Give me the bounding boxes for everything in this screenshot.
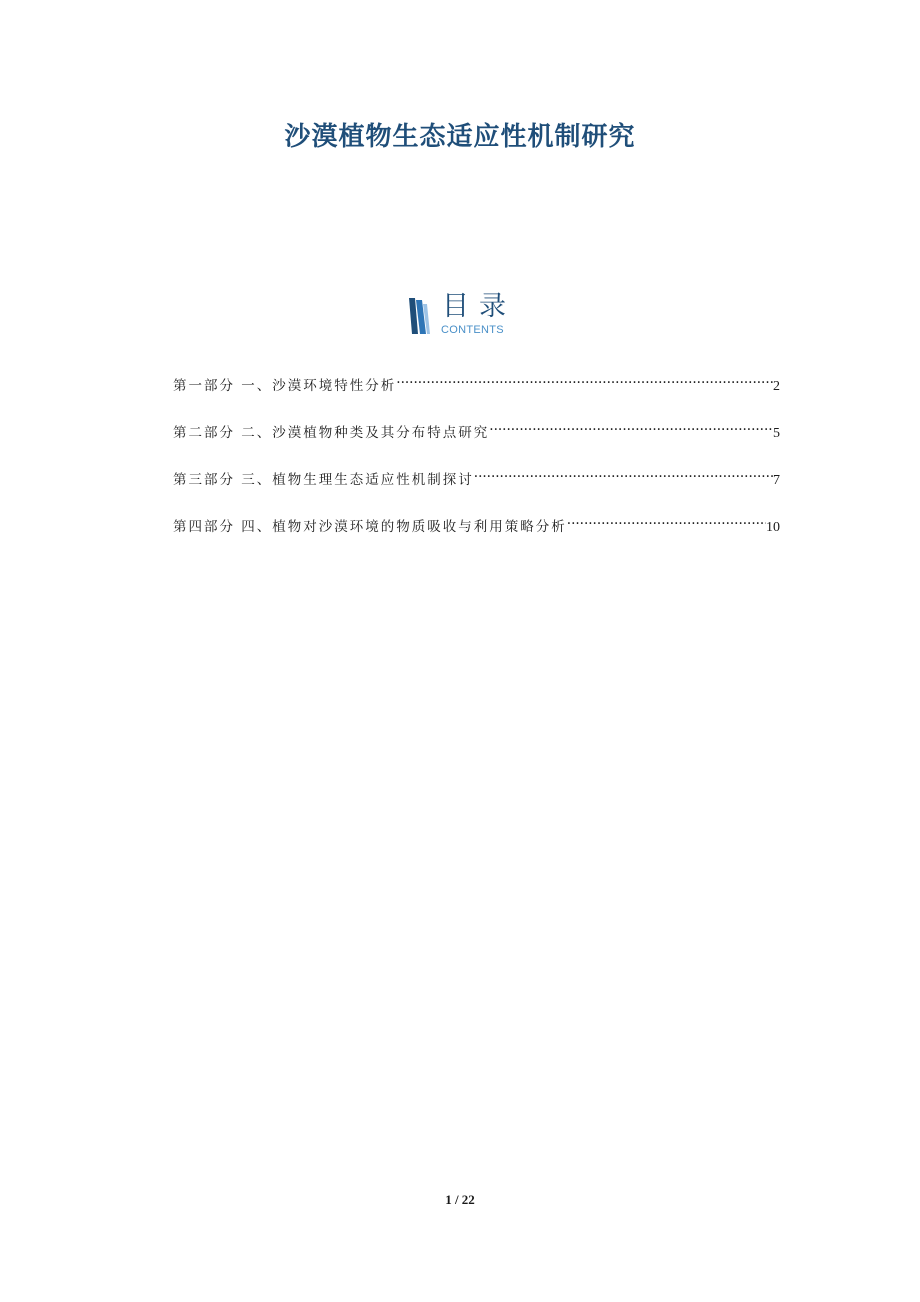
toc-header: [406, 292, 536, 342]
toc-entry-title: 第二部分 二、沙漠植物种类及其分布特点研究: [173, 425, 490, 441]
document-title: 沙漠植物生态适应性机制研究: [284, 122, 636, 152]
book-stripes-icon: [406, 296, 432, 336]
toc-leader-dots: [489, 415, 773, 437]
toc-entry[interactable]: [173, 509, 780, 535]
toc-entry-page: 7: [773, 473, 780, 488]
toc-entry-page: 5: [773, 426, 780, 441]
toc-entry-page: 10: [766, 520, 780, 535]
toc-leader-dots: [474, 462, 773, 484]
toc-leader-dots: [396, 368, 773, 390]
toc-entry-title: 第一部分 一、沙漠环境特性分析: [173, 378, 397, 394]
toc-list: [173, 368, 780, 556]
page-number: 1 / 22: [445, 1192, 475, 1207]
toc-entry[interactable]: [173, 368, 780, 394]
toc-entry[interactable]: [173, 462, 780, 488]
toc-subheading: CONTENTS: [441, 324, 504, 336]
toc-entry-title: 第三部分 三、植物生理生态适应性机制探讨: [173, 472, 474, 488]
toc-entry[interactable]: [173, 415, 780, 441]
toc-entry-title: 第四部分 四、植物对沙漠环境的物质吸收与利用策略分析: [173, 519, 567, 535]
toc-leader-dots: [567, 509, 766, 531]
toc-entry-page: 2: [773, 379, 780, 394]
toc-heading: 目录: [442, 291, 516, 322]
